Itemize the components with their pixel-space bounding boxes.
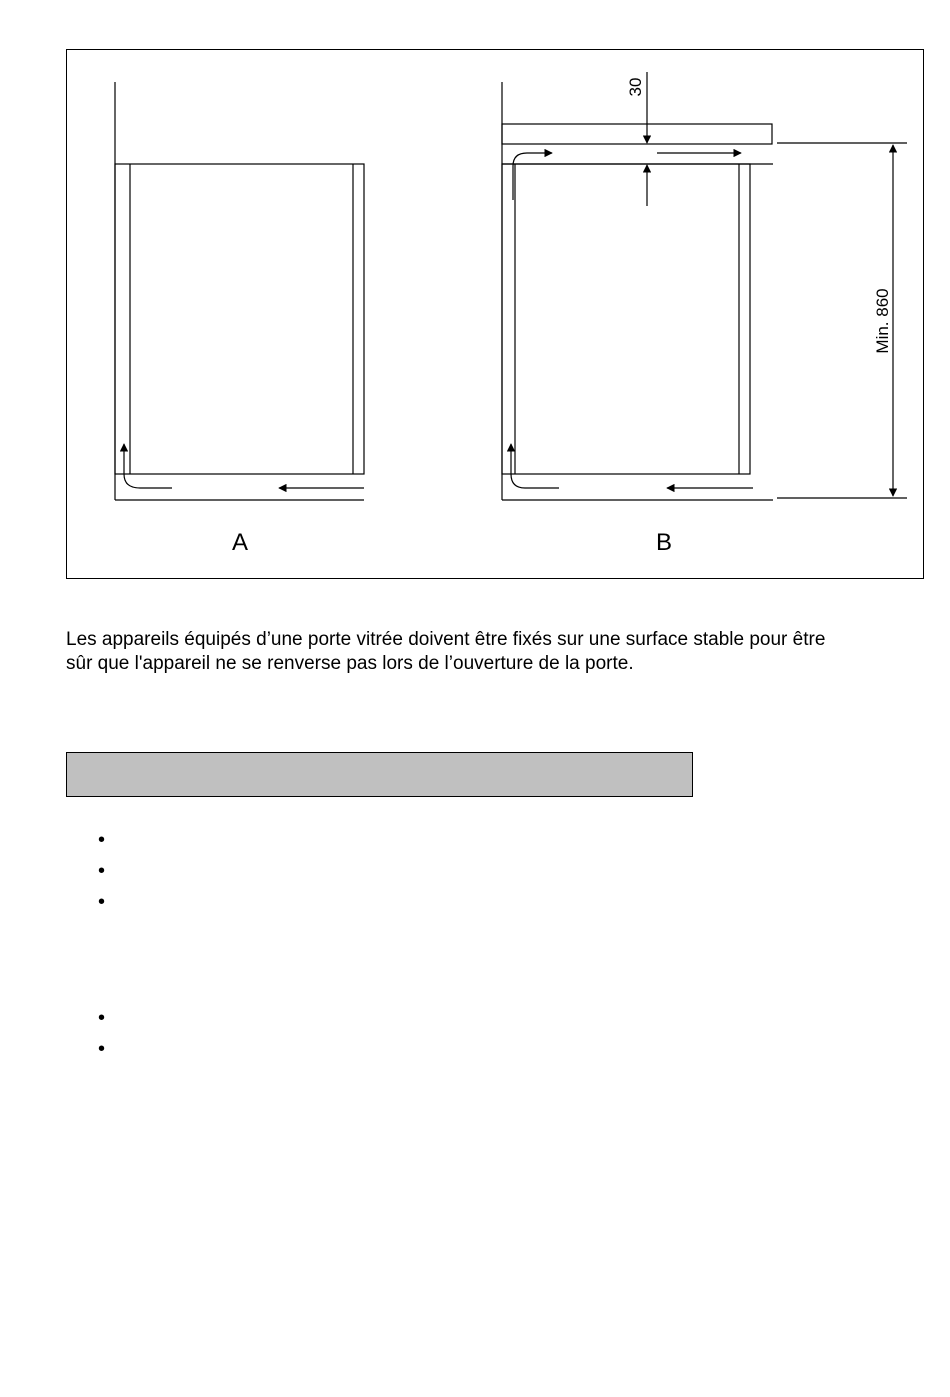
dimension-30-label: 30 (626, 77, 645, 97)
diagram-b (502, 72, 907, 500)
dimension-860-label: Min. 860 (873, 288, 892, 354)
label-a: A (231, 529, 249, 556)
airflow-arrow-up-b (511, 444, 559, 488)
airflow-arrow-up-a (124, 444, 172, 488)
installation-diagram (66, 49, 924, 579)
diagram-a (115, 82, 364, 500)
paragraph-line-2: sûr que l'appareil ne se renverse pas lors de l’ouverture de la porte. (66, 653, 634, 674)
stability-paragraph (66, 628, 950, 676)
cabinet-b (502, 164, 750, 474)
label-b: B (655, 529, 673, 556)
diagram-drawing (67, 50, 925, 580)
airflow-arrow-top-left-b (513, 153, 552, 200)
bullet-3: • (98, 891, 106, 913)
section-heading-bar (66, 752, 693, 797)
worktop-b (502, 124, 772, 144)
cabinet-a (115, 164, 364, 474)
bullet-2: • (98, 860, 106, 882)
bullet-1: • (98, 829, 106, 851)
paragraph-line-1: Les appareils équipés d’une porte vitrée doivent être fixés sur une surface stable pour être (66, 629, 826, 650)
bullet-5: • (98, 1038, 106, 1060)
bullet-4: • (98, 1007, 106, 1029)
